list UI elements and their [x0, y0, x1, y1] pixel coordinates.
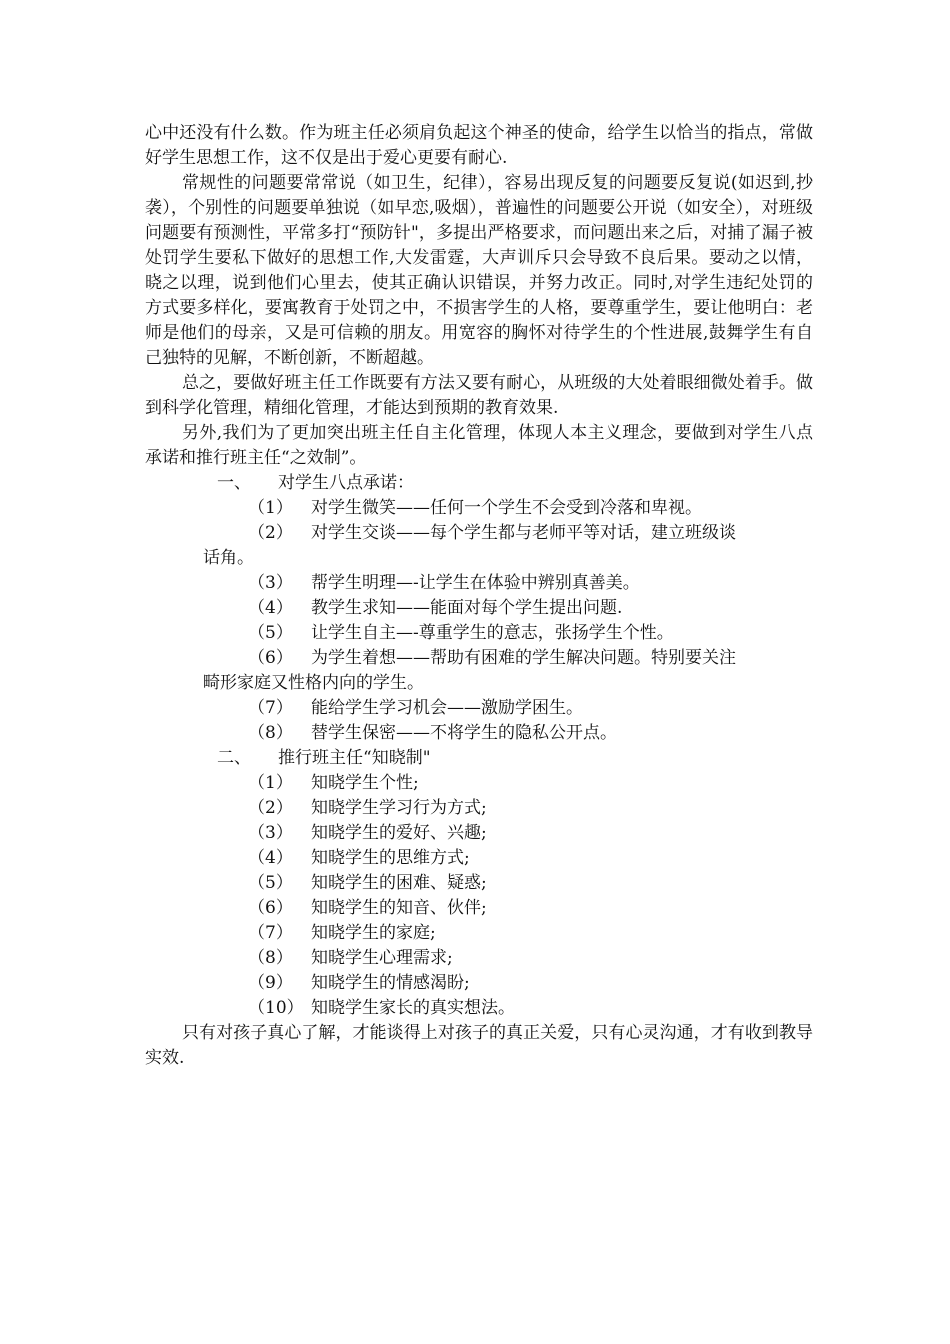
closing-paragraph: 只有对孩子真心了解，才能谈得上对孩子的真正关爱，只有心灵沟通，才有收到教导实效. — [145, 1023, 813, 1068]
paragraph-3: 总之，要做好班主任工作既要有方法又要有耐心，从班级的大处着眼细微处着手。做到科学化管理，精细化管理，才能达到预期的教育效果. — [145, 373, 813, 418]
list-item-number: （8） — [248, 948, 293, 968]
list-item-text: 对学生交谈——每个学生都与老师平等对话，建立班级谈 — [311, 523, 736, 543]
list-item-text: 知晓学生的情感渴盼; — [311, 973, 470, 993]
list-item — [145, 571, 813, 596]
list-item-number: （4） — [248, 598, 293, 618]
section-1-title: 对学生八点承诺： — [278, 473, 414, 493]
list-item — [145, 871, 813, 896]
list-item-text: 知晓学生个性; — [311, 773, 419, 793]
list-item-number: （5） — [248, 623, 293, 643]
list-item-number: （3） — [248, 573, 293, 593]
list-item — [145, 646, 813, 696]
list-item — [145, 896, 813, 921]
list-item-number: （2） — [248, 798, 293, 818]
list-item-number: （10） — [248, 998, 304, 1018]
paragraph-2: 常规性的问题要常常说（如卫生，纪律），容易出现反复的问题要反复说(如迟到,抄袭），个别性的问题要单独说（如早恋,吸烟），普遍性的问题要公开说（如安全），对班级问题要有预测性，平常多打“预防针"，多提出严格要求，而问题出来之后，对捕了漏子被处罚学生要私下做好的思想工作,大发雷霆，大声训斥只会导致不良后果。要动之以情，晓之以理，说到他们心里去，使其正确认识错误，并努力改正。同时,对学生违纪处罚的方式要多样化，要寓教育于处罚之中，不损害学生的人格，要尊重学生，要让他明白：老师是他们的母亲，又是可信赖的朋友。用宽容的胸怀对待学生的个性进展,鼓舞学生有自己独特的见解，不断创新，不断超越。 — [145, 173, 813, 368]
list-item — [145, 621, 813, 646]
list-item-text: 对学生微笑——任何一个学生不会受到冷落和卑视。 — [311, 498, 702, 518]
list-item-continuation: 畸形家庭又性格内向的学生。 — [203, 673, 424, 693]
list-item-text: 知晓学生的思维方式; — [311, 848, 470, 868]
list-item — [145, 921, 813, 946]
list-item — [145, 996, 813, 1021]
list-item — [145, 796, 813, 821]
list-item — [145, 821, 813, 846]
paragraph-4: 另外,我们为了更加突出班主任自主化管理，体现人本主义理念，要做到对学生八点承诺和推行班主任“之效制”。 — [145, 423, 813, 468]
list-item-number: （6） — [248, 898, 293, 918]
list-item — [145, 596, 813, 621]
list-item — [145, 971, 813, 996]
section-1-heading — [145, 471, 813, 496]
section-2-heading — [145, 746, 813, 771]
list-item — [145, 696, 813, 721]
list-item-text: 能给学生学习机会——激励学困生。 — [311, 698, 583, 718]
list-item-text: 知晓学生家长的真实想法。 — [311, 998, 515, 1018]
list-item-number: （4） — [248, 848, 293, 868]
list-item-number: （7） — [248, 923, 293, 943]
list-item-text: 知晓学生学习行为方式; — [311, 798, 487, 818]
list-item — [145, 771, 813, 796]
list-item-text: 教学生求知——能面对每个学生提出问题. — [311, 598, 623, 618]
list-item-number: （8） — [248, 723, 293, 743]
list-item-number: （3） — [248, 823, 293, 843]
list-item-text: 知晓学生的家庭; — [311, 923, 436, 943]
list-item-text: 知晓学生心理需求; — [311, 948, 453, 968]
list-item — [145, 846, 813, 871]
list-item-text: 为学生着想——帮助有困难的学生解决问题。特别要关注 — [311, 648, 736, 668]
list-item — [145, 946, 813, 971]
document-body — [145, 121, 813, 1071]
list-item-text: 知晓学生的知音、伙伴; — [311, 898, 487, 918]
list-item-text: 让学生自主—-尊重学生的意志，张扬学生个性。 — [311, 623, 674, 643]
list-item-number: （1） — [248, 773, 293, 793]
section-2-title: 推行班主任“知晓制" — [278, 748, 431, 768]
paragraph-1: 心中还没有什么数。作为班主任必须肩负起这个神圣的使命，给学生以恰当的指点，常做好学生思想工作，这不仅是出于爱心更要有耐心. — [145, 123, 813, 168]
list-item-text: 替学生保密——不将学生的隐私公开点。 — [311, 723, 617, 743]
list-item-number: （7） — [248, 698, 293, 718]
list-item — [145, 721, 813, 746]
list-item-number: （9） — [248, 973, 293, 993]
list-item-text: 知晓学生的爱好、兴趣; — [311, 823, 487, 843]
list-item — [145, 496, 813, 521]
list-item-number: （2） — [248, 523, 293, 543]
list-item-text: 知晓学生的困难、疑惑; — [311, 873, 487, 893]
section-1-number: 一、 — [217, 473, 251, 493]
list-item-number: （6） — [248, 648, 293, 668]
list-item-continuation: 话角。 — [203, 548, 254, 568]
list-item-number: （5） — [248, 873, 293, 893]
list-item — [145, 521, 813, 571]
list-item-number: （1） — [248, 498, 293, 518]
section-2-number: 二、 — [217, 748, 251, 768]
list-item-text: 帮学生明理—-让学生在体验中辨别真善美。 — [311, 573, 640, 593]
